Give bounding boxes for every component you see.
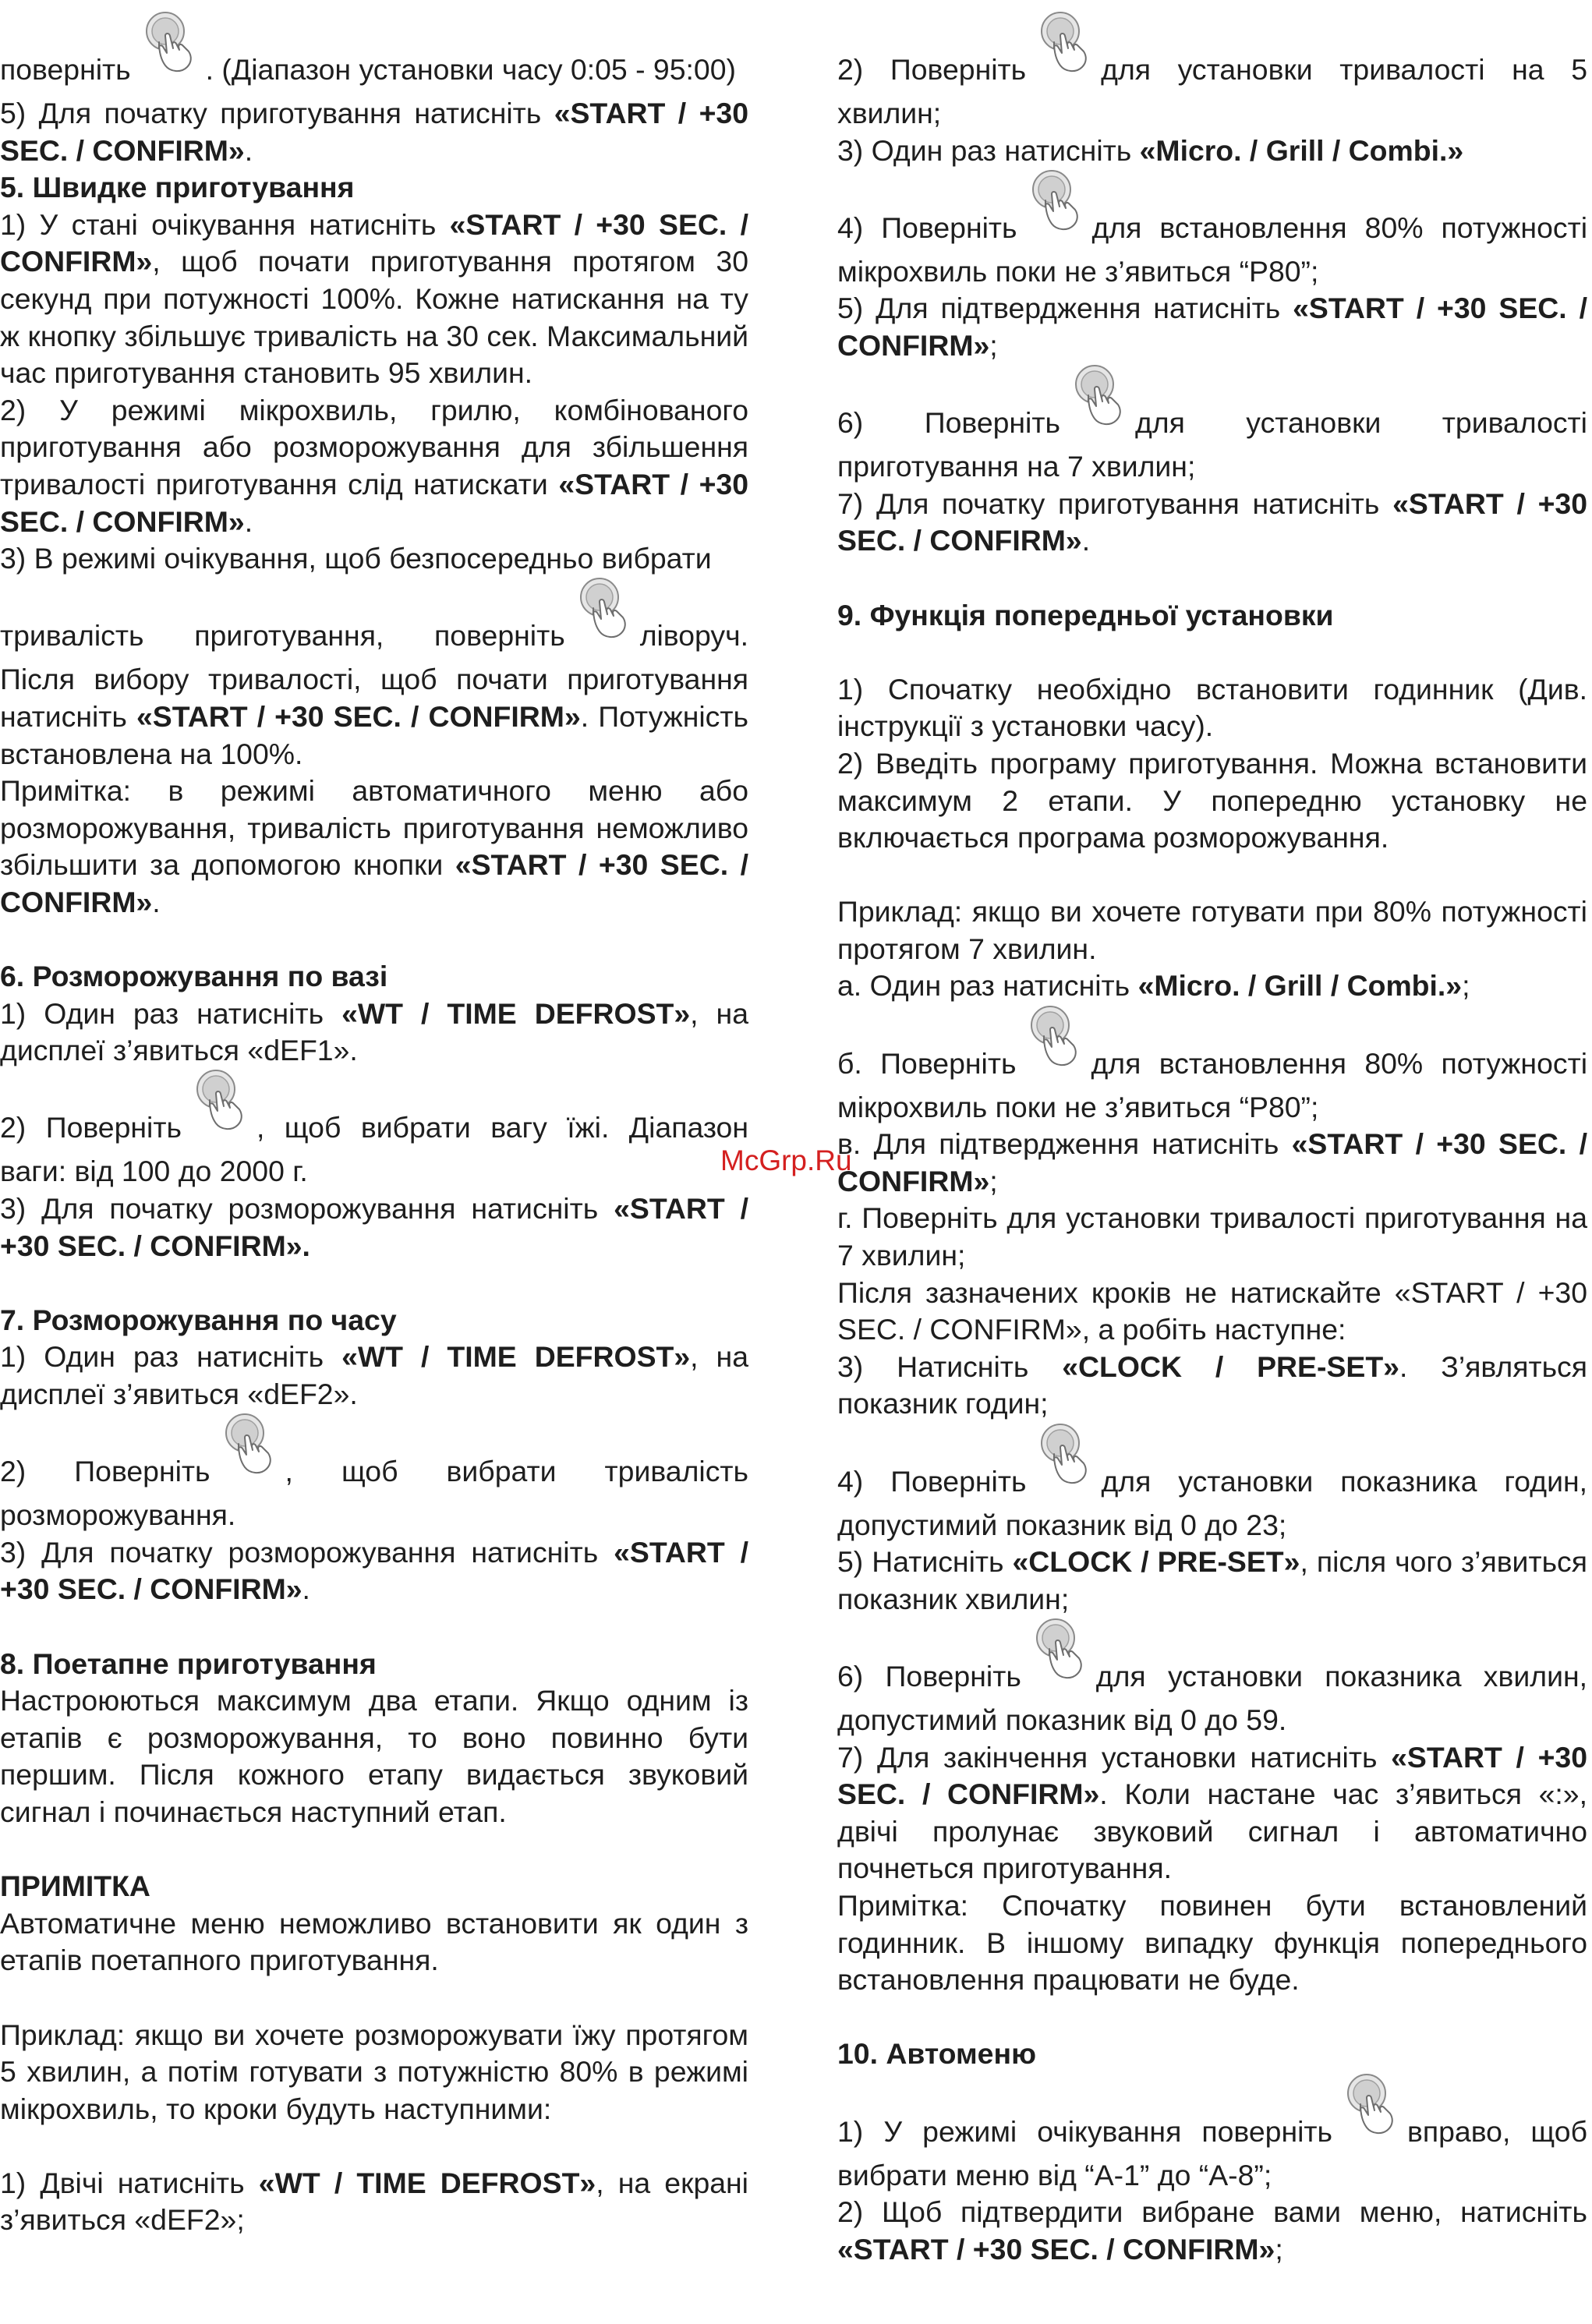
text: 7) Для закінчення установки натисніть [837,1740,1392,1774]
spacer [0,1979,748,2017]
rotary-knob-icon [1028,1655,1090,1702]
button-ref: «Micro. / Grill / Combi.» [1137,969,1463,1003]
para-9-v [837,1126,1587,1200]
text: . [302,1572,310,1606]
spacer [0,921,748,958]
text: ; [1462,969,1470,1003]
text: . [244,504,253,538]
para-6-1 [0,996,748,1070]
spacer [837,1999,1587,2036]
para-step-1 [0,2165,748,2239]
spacer [837,1618,1587,1655]
para-9-a [837,967,1587,1005]
para-8-1: Настроюються максимум два етапи. Якщо одним із етапів є розморожування, то воно повинно бути першим. Після кожного етапу видається звуковий сигнал і починається наступний етап. [0,1684,748,1828]
text: ; [989,328,998,362]
button-ref: «START / +30 SEC. / CONFIRM» [0,467,748,538]
text: для установки тривалості на 5 хвилин; [837,53,1587,129]
para-9-2: 2) Введіть програму приготування. Можна встановити максимум 2 етапи. У попередню установку не включається програма розморожування. [837,746,1587,854]
text: . Потужність встановлена на 100%. [0,699,748,770]
text: . З’являться показник годин; [837,1349,1587,1420]
text: 2) Щоб підтвердити вибране вами меню, натисніть [837,2195,1587,2229]
button-ref: «Micro. / Grill / Combi.» [1139,133,1464,167]
para-9-6 [837,1655,1587,1739]
rotary-knob-icon [1339,2110,1401,2157]
section-heading-6: 6. Розморожування по вазі [0,960,388,993]
text: 5) Для початку приготування натисніть [0,97,554,129]
para-r-6 [837,486,1587,560]
button-ref: «START / +30 SEC. / CONFIRM» [837,1127,1587,1197]
rotary-knob-icon [137,48,200,95]
button-ref: «WT / TIME DEFROST» [341,1340,691,1374]
button-ref: «CLOCK / PRE-SET» [1012,1545,1300,1579]
text: Примітка: в режимі автоматичного меню або розморожування, тривалість приготування неможливо збільшити за допомогою кнопки [0,774,748,882]
button-ref: «START / +30 SEC. / CONFIRM» [0,207,749,278]
para-7-3 [0,1534,748,1608]
para-9-example: Приклад: якщо ви хочете готувати при 80% потужності протягом 7 хвилин. [837,895,1587,965]
text: ліворуч. [639,619,748,653]
text: для установки тривалості приготування на 7 хвилин; [837,406,1587,483]
section-heading-5: 5. Швидке приготування [0,171,355,204]
para-9-after: Після зазначених кроків не натискайте «START / +30 SEC. / CONFIRM», а робіть наступне: [837,1275,1587,1346]
spacer [0,1831,748,1869]
text: а. Один раз натисніть [837,969,1138,1003]
spacer [837,1005,1587,1042]
para-9-1: 1) Спочатку необхідно встановити годинник (Див. інструкції з установки часу). [837,672,1587,743]
para-5-3-cont [0,661,748,773]
para-5-3-knob [0,614,748,661]
text: в. Для підтвердження натисніть [837,1127,1292,1161]
button-ref: «START / +30 SEC. / CONFIRM» [837,292,1587,362]
para-5-3: 3) В режимі очікування, щоб безпосередньо вибрати [0,542,712,575]
text: 3) Натисніть [837,1349,1063,1383]
button-ref: «CLOCK / PRE-SET» [1062,1349,1399,1383]
rotary-knob-icon [188,1106,250,1153]
text: 2) У режимі мікрохвиль, грилю, комбінованого приготування або розморожування для збільшення тривалості приготування слід натискати [0,393,748,501]
text: 6) Поверніть [837,406,1060,440]
button-ref: «START / +30 SEC. / CONFIRM» [0,1535,749,1606]
text: , щоб почати приготування протягом 30 секунд при потужності 100%. Кожне натискання на ту ж кнопку збільшує тривалість на 30 сек. Максимальний час приготування становить 95 хвилин. [0,245,748,390]
text: 1) Один раз натисніть [0,1340,342,1374]
para-6-2 [0,1106,748,1190]
text: 4) Поверніть [837,1464,1027,1498]
text: Після вибору тривалості, щоб почати приготування натисніть [0,663,748,733]
text: 5) Натисніть [837,1545,1013,1579]
para-r-4 [837,290,1587,364]
section-heading-7: 7. Розморожування по часу [0,1303,397,1336]
button-ref: «START / +30 SEC. / CONFIRM» [136,699,581,733]
spacer [837,1423,1587,1460]
para-7-2-cont: розморожування. [0,1498,236,1532]
text: , після чого з’явиться показник хвилин; [837,1545,1587,1615]
text: для установки показника годин, допустимий показник від 0 до 23; [837,1464,1587,1541]
para-9-note: Примітка: Спочатку повинен бути встановлений годинник. В іншому випадку функція попереднього встановлення працювати не буде. [837,1888,1587,1997]
text: поверніть [0,53,131,86]
text: ; [989,1164,998,1197]
spacer [0,1608,748,1646]
rotary-knob-icon [571,614,634,661]
button-ref: «START / +30 SEC. / CONFIRM». [0,1192,749,1262]
text: 1) У режимі очікування поверніть [837,2114,1333,2148]
para-r-5 [837,401,1587,486]
text: 1) У стані очікування натисніть [0,207,450,241]
para-7-2 [0,1450,748,1497]
text: , щоб вибрати тривалість [285,1455,748,1488]
section-heading-10: 10. Автоменю [837,2037,1036,2071]
text: . [1081,524,1091,557]
rotary-knob-icon [1032,1460,1095,1507]
spacer [837,365,1587,402]
rotary-knob-icon [1067,401,1129,448]
button-ref: «WT / TIME DEFROST» [258,2166,596,2199]
spacer [837,2073,1587,2110]
text: 3) Для початку розморожування натисніть [0,1535,614,1569]
right-column [837,48,1587,2268]
text: для встановлення 80% потужності мікрохвиль поки не з’явиться “P80”; [837,210,1587,288]
para-9-b [837,1042,1587,1127]
watermark: McGrp.Ru [720,1144,852,1176]
para-r-1 [837,48,1587,133]
para-9-5 [837,1544,1587,1618]
para-9-g: г. Поверніть для установки тривалості приготування на 7 хвилин; [837,1201,1587,1272]
para-10-1 [837,2110,1587,2195]
rotary-knob-icon [1032,48,1095,95]
spacer [837,169,1587,207]
spacer [0,1413,748,1451]
para-start-cooking [0,95,748,169]
text: 3) Для початку розморожування натисніть [0,1192,614,1226]
text: 2) Поверніть [0,1111,182,1144]
button-ref: «START / +30 SEC. / CONFIRM» [837,1740,1588,1811]
text: , щоб вибрати вагу їжі. Діапазон ваги: від 100 до 2000 г. [0,1111,748,1188]
spacer [0,578,748,615]
para-5-2 [0,392,748,540]
text: . [244,133,253,167]
text: , на екрані з’явиться «dEF2»; [0,2166,748,2237]
spacer [0,1070,748,1107]
para-example: Приклад: якщо ви хочете розморожувати їжу протягом 5 хвилин, а потім готувати з потужністю 80% в режимі мікрохвиль, то кроки будуть наступними: [0,2018,748,2125]
text: . [152,885,161,918]
text: , на дисплеї з’явиться «dEF2». [0,1340,748,1410]
note-heading: ПРИМІТКА [0,1869,150,1903]
button-ref: «START / +30 SEC. / CONFIRM» [837,2232,1275,2266]
button-ref: «START / +30 SEC. / CONFIRM» [0,848,748,918]
rotary-knob-icon [1024,207,1086,253]
text: 1) Двічі натисніть [0,2166,259,2199]
para-5-1 [0,207,748,392]
left-column [0,48,748,2239]
text: 4) Поверніть [837,210,1017,244]
spacer [837,634,1587,671]
text: б. Поверніть [837,1046,1017,1080]
rotary-knob-icon [217,1450,279,1497]
text: 7) Для початку приготування натисніть [837,486,1393,520]
para-9-3 [837,1349,1587,1423]
button-ref: «START / +30 SEC. / CONFIRM» [0,97,749,167]
text: для установки показника хвилин, допустимий показник від 0 до 59. [837,1659,1587,1736]
spacer [0,2128,748,2165]
para-note: Автоматичне меню неможливо встановити як один з етапів поетапного приготування. [0,1906,748,1977]
para-9-4 [837,1460,1587,1544]
section-heading-8: 8. Поетапне приготування [0,1647,377,1680]
spacer [837,560,1587,597]
button-ref: «WT / TIME DEFROST» [341,996,691,1030]
section-heading-9: 9. Функція попередньої установки [837,598,1334,631]
text: , на дисплеї з’явиться «dEF1». [0,996,748,1067]
para-5-note [0,773,748,921]
para-7-1 [0,1339,748,1413]
rotary-knob-icon [1022,1042,1084,1089]
para-6-3 [0,1190,748,1265]
spacer [0,1265,748,1302]
para-time-range [0,48,748,95]
text: вправо, щоб вибрати меню від “A-1” до “A-8”; [837,2114,1587,2191]
spacer [837,857,1587,894]
text: 6) Поверніть [837,1659,1021,1693]
text: . Коли настане час з’явиться «:», двічі пролунає звуковий сигнал і автоматично почнеться приготування. [837,1777,1587,1885]
text: . (Діапазон установки часу 0:05 - 95:00) [205,53,736,86]
text: 1) Один раз натисніть [0,996,342,1030]
text: 2) Поверніть [837,53,1027,86]
text: 3) Один раз натисніть [837,133,1140,167]
button-ref: «START / +30 SEC. / CONFIRM» [837,486,1587,557]
text: 5) Для підтвердження натисніть [837,292,1293,325]
text: тривалість приготування, поверніть [0,619,565,653]
text: 2) Поверніть [0,1455,210,1488]
para-9-7 [837,1739,1587,1887]
text: ; [1275,2232,1283,2266]
para-r-2 [837,133,1587,170]
para-10-2 [837,2194,1587,2268]
text: для встановлення 80% потужності мікрохвиль поки не з’явиться “P80”; [837,1046,1587,1123]
para-r-3 [837,207,1587,291]
